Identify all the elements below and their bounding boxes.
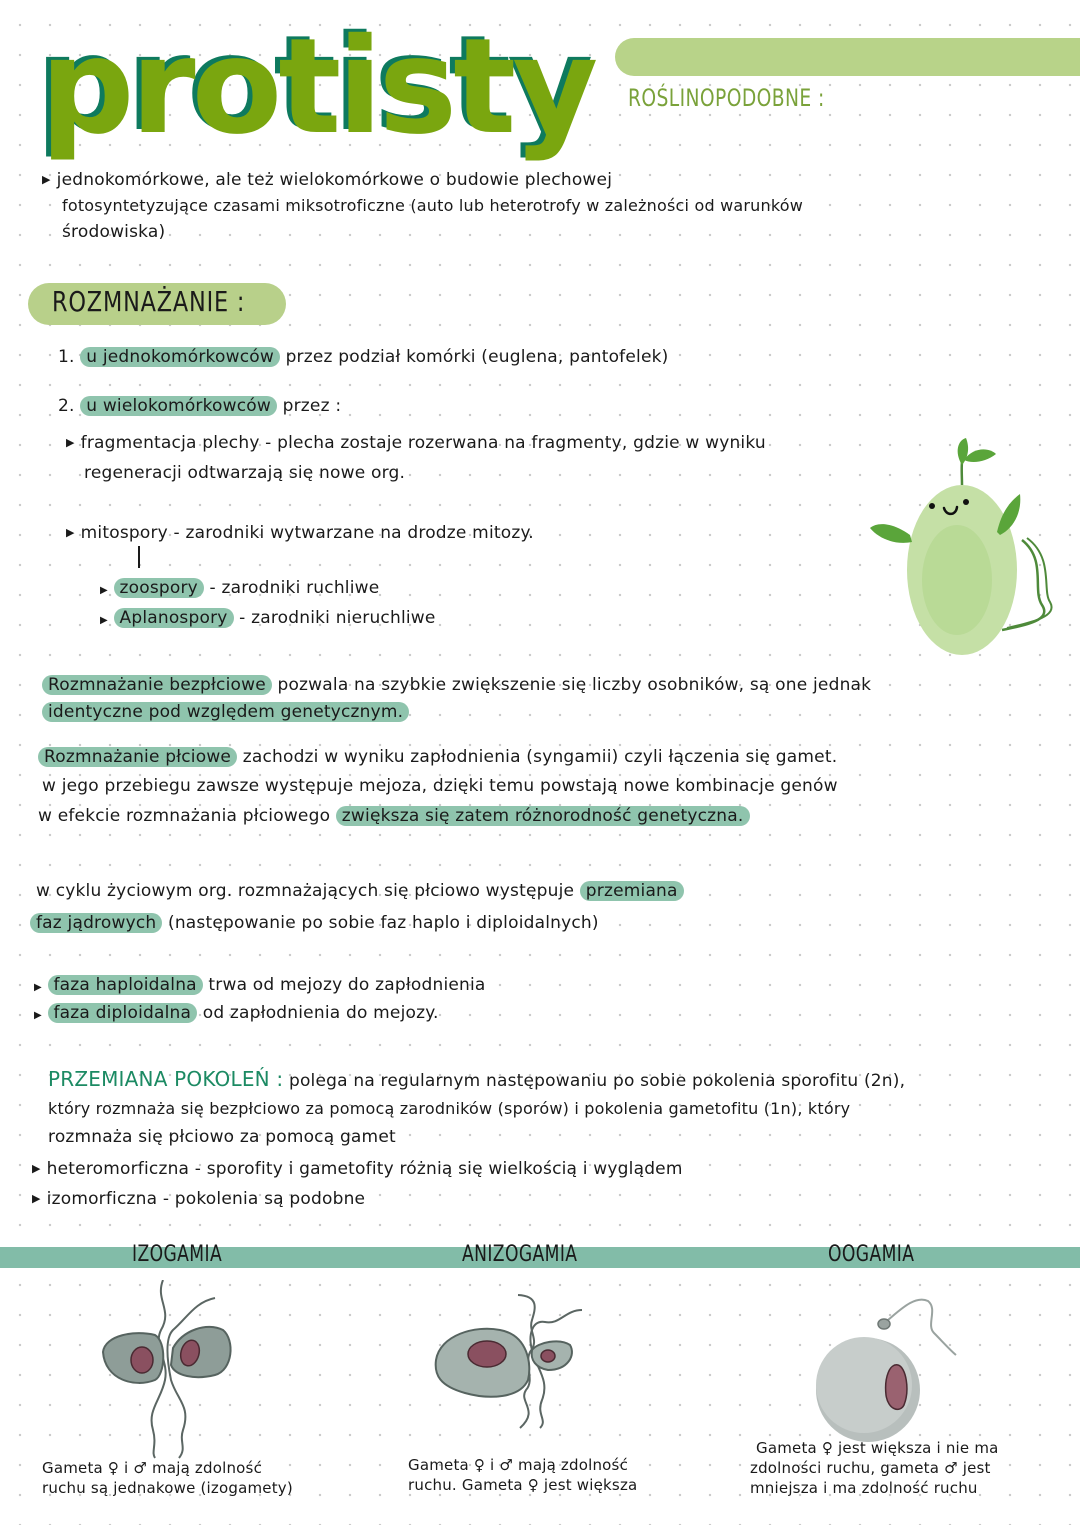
diploid-phase-line (34, 1000, 439, 1029)
sexual-text-3: w efekcie rozmnażania płciowego (38, 806, 331, 826)
highlight-alternation: przemiana (580, 881, 684, 901)
life-cycle-line-1 (36, 878, 684, 904)
title-accent-bar (615, 38, 1080, 76)
highlight-identical: identyczne pod względem genetycznym. (42, 702, 409, 722)
caption-oogamia (750, 1438, 999, 1498)
caption-line: Gameta ♀ i ♂ mają zdolność (408, 1456, 629, 1474)
fragmentation-line-2: regeneracji odtwarzają się nowe org. (84, 463, 406, 483)
highlight-sexual: Rozmnażanie płciowe (38, 747, 237, 767)
label-oogamia: OOGAMIA (828, 1242, 915, 1267)
alternation-line-1 (48, 1066, 905, 1094)
highlight-zoospores: zoospory (114, 578, 204, 598)
reproduction-item-2 (58, 393, 341, 419)
caption-line: ruchu są jednakowe (izogamety) (42, 1479, 293, 1497)
isomorphic-bullet: ▶ izomorficzna - pokolenia są podobne (32, 1186, 365, 1214)
item-number: 1. (58, 347, 75, 367)
haploid-phase-line (34, 972, 486, 1001)
fragmentation-line-1: ▶ fragmentacja plechy - plecha zostaje rozerwana na fragmenty, gdzie w wyniku (66, 430, 766, 458)
asexual-line-1 (42, 672, 871, 698)
alternation-text-1: polega na regularnym następowaniu po sobie pokolenia sporofitu (2n), (288, 1071, 906, 1091)
caption-line: zdolności ruchu, gameta ♂ jest (750, 1459, 991, 1477)
bullet-icon: ▶ (34, 1010, 42, 1021)
asexual-text: pozwala na szybkie zwiększenie się liczby osobników, są one jednak (277, 675, 872, 695)
label-izogamia: IZOGAMIA (132, 1242, 223, 1267)
alternation-line-3: rozmnaża się płciowo za pomocą gamet (48, 1127, 396, 1147)
haploid-text: trwa od mejozy do zapłodnienia (208, 975, 486, 995)
highlight-unicellular: u jednokomórkowców (80, 347, 280, 367)
aplanospores-line (100, 605, 436, 634)
tree-connector (138, 546, 140, 568)
alternation-heading: PRZEMIANA POKOLEŃ : (48, 1067, 284, 1091)
caption-izogamia (42, 1458, 293, 1498)
bullet-icon: ▶ (100, 585, 108, 596)
zoospores-line (100, 575, 379, 604)
page-title: protisty (40, 10, 595, 164)
sexual-text: zachodzi w wyniku zapłodnienia (syngamii) czyli łączenia się gamet. (242, 747, 838, 767)
intro-line-2: fotosyntetyzujące czasami miksotroficzne (auto lub heterotrofy w zależności od warunków (62, 196, 804, 215)
intro-line-3: środowiska) (62, 222, 166, 242)
item-text: przez : (282, 396, 342, 416)
item-number: 2. (58, 396, 75, 416)
highlight-aplanospores: Aplanospory (114, 608, 234, 628)
aplanospores-text: - zarodniki nieruchliwe (239, 608, 436, 628)
caption-line: Gameta ♀ i ♂ mają zdolność (42, 1459, 263, 1477)
intro-line-1: ▶ jednokomórkowe, ale też wielokomórkowe o budowie plechowej (42, 167, 612, 195)
bullet-icon: ▶ (100, 615, 108, 626)
asexual-line-2 (42, 699, 409, 725)
sexual-line-1 (38, 744, 837, 770)
caption-line: mniejsza i ma zdolność ruchu (750, 1479, 978, 1497)
zoospores-text: - zarodniki ruchliwe (209, 578, 380, 598)
highlight-asexual: Rozmnażanie bezpłciowe (42, 675, 272, 695)
life-cycle-text-2: (następowanie po sobie faz haplo i diploidalnych) (167, 913, 599, 933)
caption-line: ruchu. Gameta ♀ jest większa (408, 1476, 638, 1494)
bullet-icon: ▶ (34, 982, 42, 993)
highlight-nuclear-phases: faz jądrowych (30, 913, 162, 933)
anizogamia-illustration (420, 1290, 620, 1440)
sexual-line-2: w jego przebiegu zawsze występuje mejoza, dzięki temu powstają nowe kombinacje genów (42, 776, 838, 796)
oogamia-illustration (800, 1295, 980, 1455)
izogamia-illustration (95, 1280, 315, 1460)
section-heading-reproduction: ROZMNAŻANIE : (52, 285, 246, 318)
caption-anizogamia (408, 1455, 637, 1495)
alternation-line-2: który rozmnaża się bezpłciowo za pomocą zarodników (sporów) i pokolenia gametofitu (1n), który (48, 1099, 851, 1118)
life-cycle-text: w cyklu życiowym org. rozmnażających się płciowo występuje (36, 881, 575, 901)
heteromorphic-bullet: ▶ heteromorficzna - sporofity i gametofity różnią się wielkością i wyglądem (32, 1156, 683, 1184)
caption-line: Gameta ♀ jest większa i nie ma (756, 1439, 999, 1457)
page-subtitle: ROŚLINOPODOBNE : (628, 84, 825, 112)
life-cycle-line-2 (30, 910, 599, 936)
reproduction-item-1 (58, 344, 669, 370)
protist-mascot-illustration (862, 430, 1062, 655)
highlight-diversity: zwiększa się zatem różnorodność genetyczna. (336, 806, 750, 826)
highlight-diploid: faza diploidalna (48, 1003, 198, 1023)
highlight-multicellular: u wielokomórkowców (80, 396, 277, 416)
sexual-line-3 (38, 803, 750, 829)
mitospores-line: ▶ mitospory - zarodniki wytwarzane na drodze mitozy. (66, 520, 534, 548)
label-anizogamia: ANIZOGAMIA (462, 1242, 578, 1267)
diploid-text: od zapłodnienia do mejozy. (202, 1003, 439, 1023)
highlight-haploid: faza haploidalna (48, 975, 203, 995)
item-text: przez podział komórki (euglena, pantofelek) (285, 347, 669, 367)
